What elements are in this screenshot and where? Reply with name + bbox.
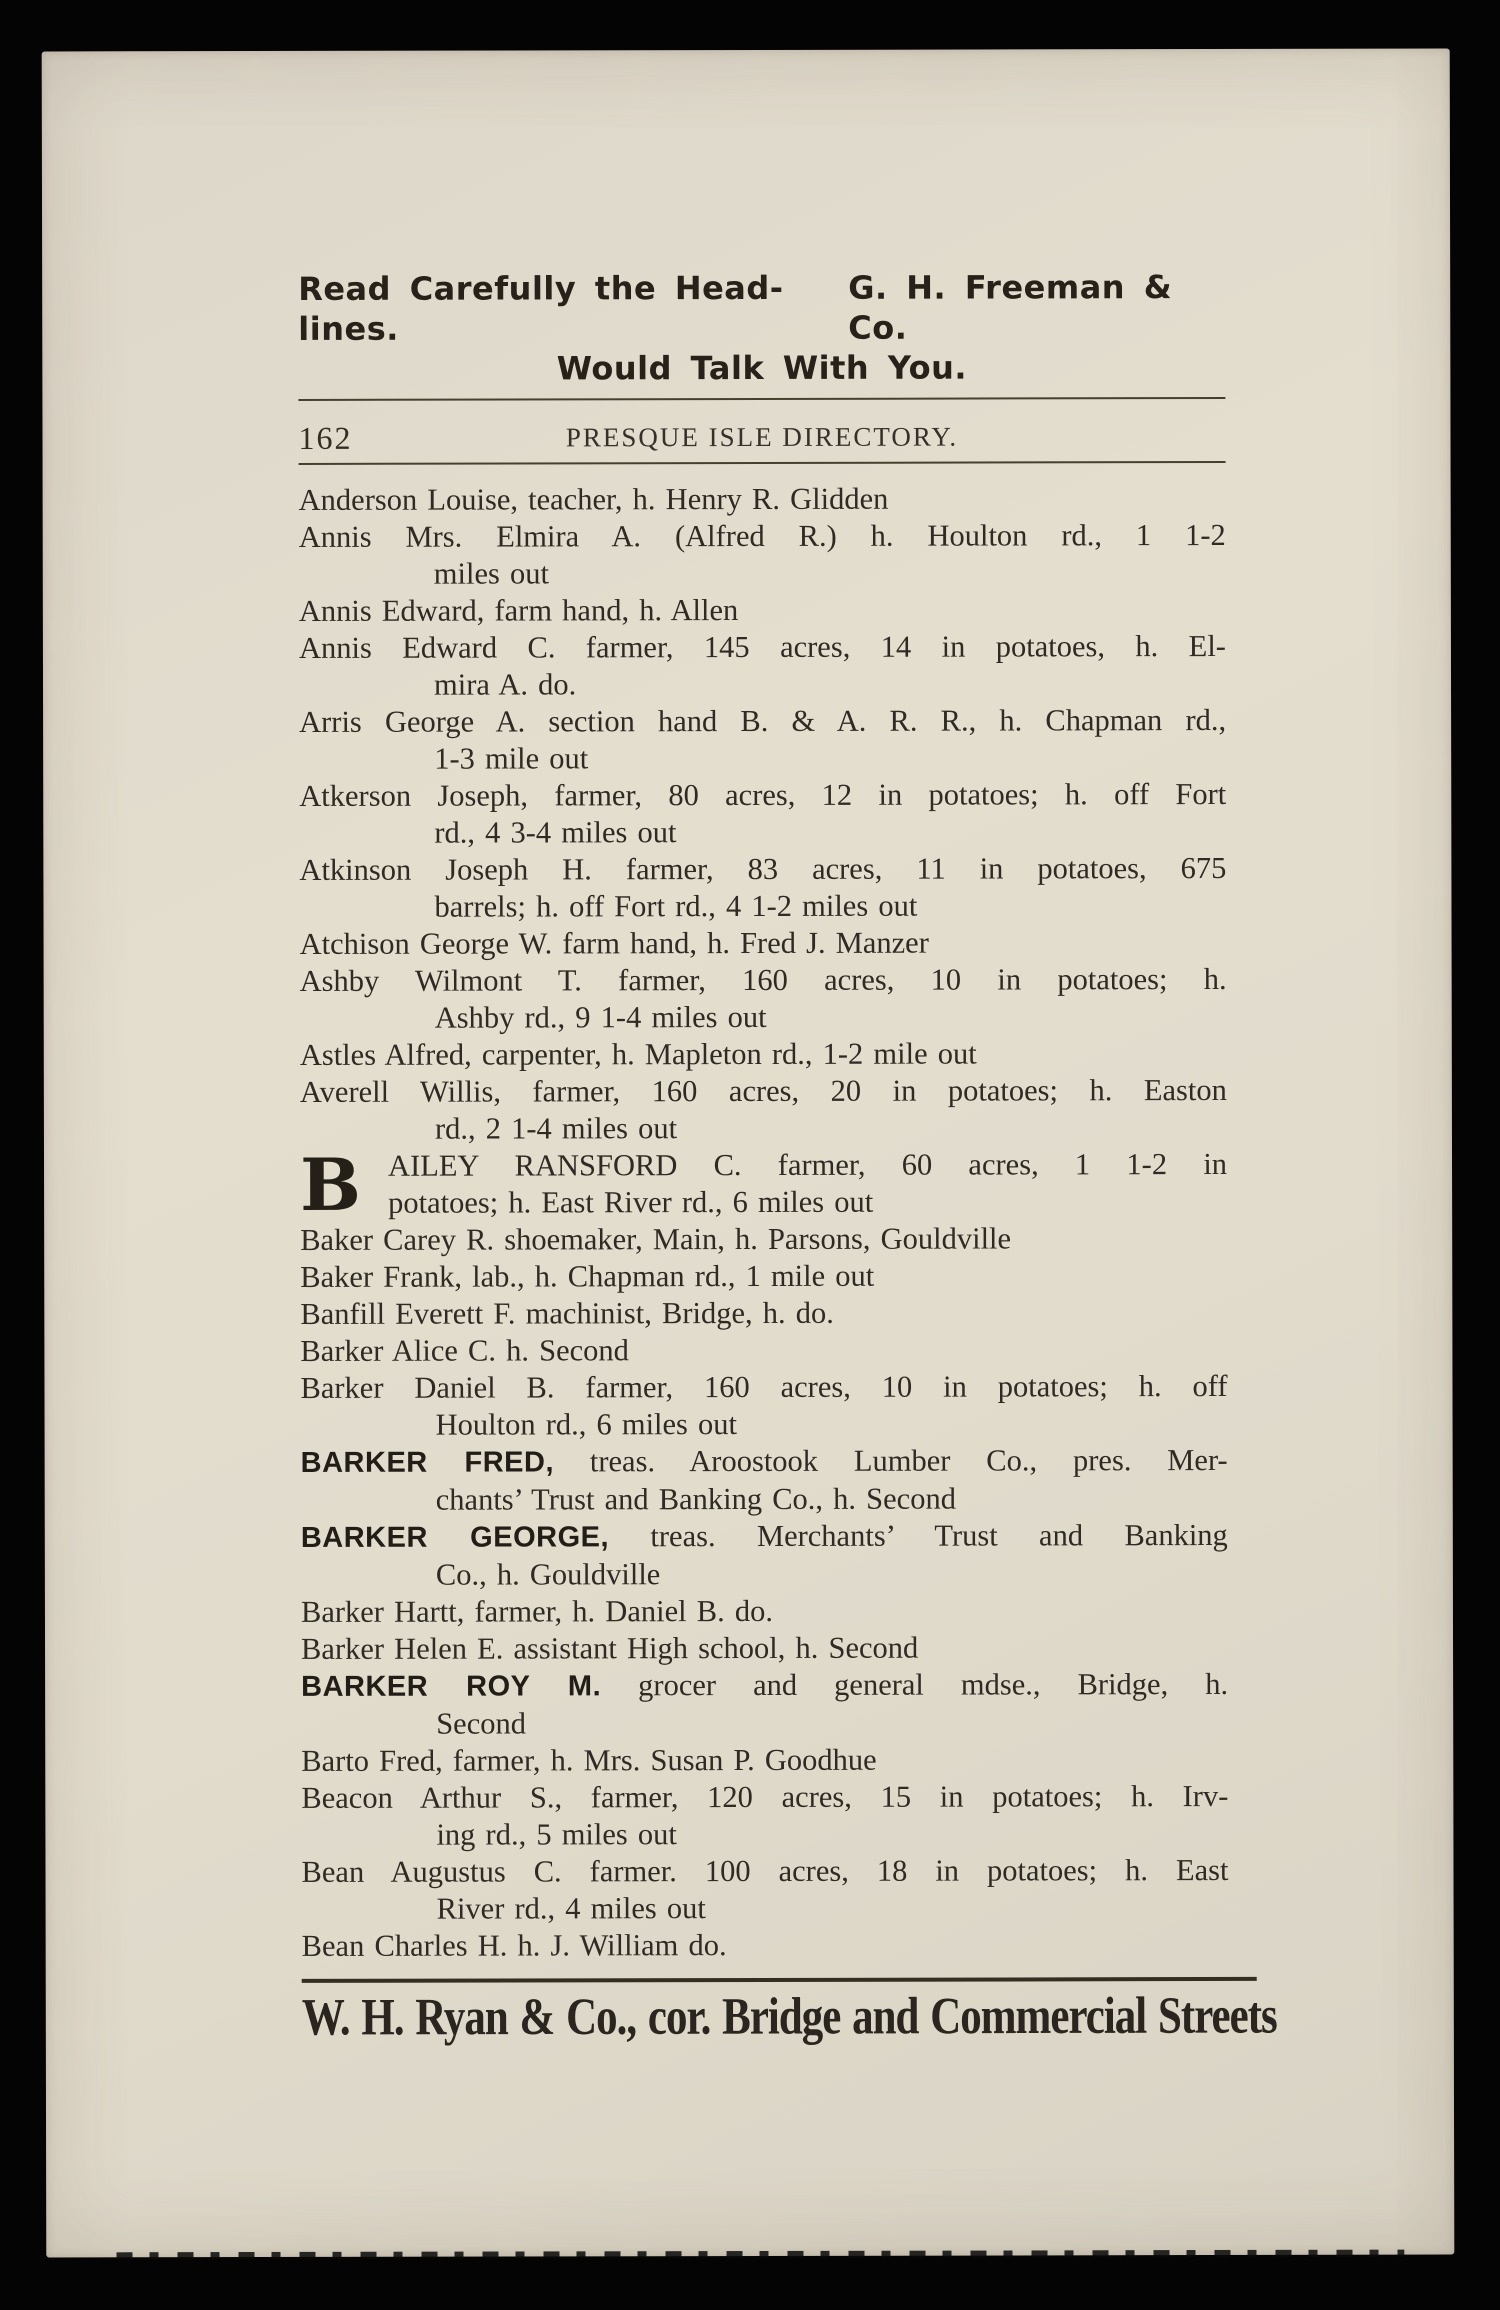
directory-entry — [301, 1517, 1228, 1594]
entry-line: mira A. do. — [433, 667, 577, 702]
directory-entry — [299, 1141, 1228, 1227]
entry-line: Astles Alfred, carpenter, h. Mapleton rd., 1-2 mile out — [299, 1036, 977, 1072]
footer-rule — [302, 1977, 1257, 1983]
directory-entries — [299, 480, 1229, 1965]
directory-entry — [299, 480, 1226, 519]
entry-line: Atkinson Joseph H. farmer, 83 acres, 11 in potatoes, 675 — [299, 850, 1227, 887]
ad-header-line-2: Would Talk With You. — [556, 348, 968, 388]
directory-entry — [300, 1368, 1227, 1444]
entry-line: Barker Alice C. h. Second — [300, 1333, 629, 1368]
entry-line: Annis Edward C. farmer, 145 acres, 14 in potatoes, h. El- — [298, 628, 1226, 665]
entry-line: Baker Frank, lab., h. Chapman rd., 1 mile out — [300, 1258, 875, 1294]
entry-line: potatoes; h. East River rd., 6 miles out — [388, 1184, 874, 1220]
entry-line: Ashby rd., 9 1-4 miles out — [434, 999, 767, 1035]
footer-ad — [301, 1987, 1277, 2048]
entry-line: rd., 4 3-4 miles out — [434, 815, 677, 850]
entry-line: Atchison George W. farm hand, h. Fred J. Manzer — [299, 925, 929, 961]
page-header — [298, 411, 1225, 463]
directory-entry — [301, 1741, 1228, 1780]
entry-line: Atkerson Joseph, farmer, 80 acres, 12 in potatoes; h. off Fort — [299, 776, 1227, 813]
entry-line: Annis Edward, farm hand, h. Allen — [298, 593, 739, 628]
entry-line: AILEY RANSFORD C. farmer, 60 acres, 1 1-2 in — [387, 1146, 1228, 1183]
footer-ad-text: W. H. Ryan & Co., cor. Bridge and Commercial Streets — [301, 1987, 1277, 2047]
entry-line: Banfill Everett F. machinist, Bridge, h. do. — [300, 1295, 834, 1331]
entry-bold-name: BARKER ROY M. — [301, 1670, 602, 1703]
directory-entry — [301, 1778, 1228, 1854]
directory-entry — [300, 1331, 1227, 1370]
entry-line: Arris George A. section hand B. & A. R. R., h. Chapman rd., — [299, 702, 1227, 739]
directory-entry — [299, 517, 1226, 593]
entry-line: miles out — [433, 556, 550, 591]
entry-line: Annis Mrs. Elmira A. (Alfred R.) h. Houlton rd., 1 1-2 — [298, 517, 1226, 554]
directory-entry — [302, 1926, 1229, 1965]
entry-line: Barto Fred, farmer, h. Mrs. Susan P. Goodhue — [301, 1742, 877, 1778]
directory-entry — [299, 776, 1226, 852]
directory-entry — [300, 1257, 1227, 1296]
header-rule-top — [298, 397, 1225, 401]
entry-line: Co., h. Gouldville — [435, 1557, 661, 1592]
entry-line: Barker Daniel B. farmer, 160 acres, 10 in potatoes; h. off — [300, 1368, 1228, 1405]
entry-bold-name: BARKER FRED, — [300, 1446, 555, 1479]
directory-entry — [301, 1852, 1228, 1928]
directory-entry — [299, 591, 1226, 630]
directory-entry — [300, 1072, 1227, 1148]
entry-line: BARKER FRED, treas. Aroostook Lumber Co., pres. Mer- — [300, 1442, 1228, 1479]
entry-line: Second — [436, 1706, 527, 1741]
entry-line: Baker Carey R. shoemaker, Main, h. Parsons, Gouldville — [300, 1221, 1012, 1257]
entry-line: Ashby Wilmont T. farmer, 160 acres, 10 in potatoes; h. — [299, 961, 1227, 998]
page-content — [42, 49, 1454, 2049]
page-number: 162 — [298, 419, 353, 456]
directory-entry — [300, 1035, 1227, 1074]
entry-line: Bean Augustus C. farmer. 100 acres, 18 in potatoes; h. East — [301, 1852, 1229, 1889]
entry-line: Barker Helen E. assistant High school, h. Second — [301, 1630, 919, 1666]
entry-line: rd., 2 1-4 miles out — [434, 1111, 678, 1146]
ad-header-line-1 — [298, 267, 1225, 349]
directory-entry — [300, 1220, 1227, 1259]
directory-entry — [299, 628, 1226, 704]
entry-line: BARKER GEORGE, treas. Merchants’ Trust and Banking — [300, 1517, 1228, 1554]
directory-entry — [301, 1666, 1228, 1743]
entry-line: 1-3 mile out — [434, 741, 589, 776]
entry-line: Anderson Louise, teacher, h. Henry R. Glidden — [298, 481, 889, 517]
directory-entry — [299, 702, 1226, 778]
directory-entry — [301, 1629, 1228, 1668]
page-paper — [42, 49, 1455, 2258]
entry-line: Averell Willis, farmer, 160 acres, 20 in potatoes; h. Easton — [299, 1072, 1227, 1109]
ad-header — [298, 267, 1225, 389]
directory-entry — [300, 924, 1227, 963]
directory-entry — [301, 1592, 1228, 1631]
entry-line: BARKER ROY M. grocer and general mdse., Bridge, h. — [301, 1666, 1229, 1703]
entry-line: Beacon Arthur S., farmer, 120 acres, 15 in potatoes; h. Irv- — [301, 1778, 1229, 1815]
ad-header-line-1-right: G. H. Freeman & Co. — [848, 268, 1173, 347]
directory-entry — [299, 850, 1226, 926]
entry-bold-name: BARKER GEORGE, — [300, 1521, 610, 1554]
entry-line: ing rd., 5 miles out — [436, 1817, 677, 1852]
directory-entry — [301, 1442, 1228, 1519]
entry-line: Barker Hartt, farmer, h. Daniel B. do. — [300, 1593, 773, 1629]
entry-line: River rd., 4 miles out — [436, 1891, 706, 1926]
drop-cap-letter: B — [299, 1141, 362, 1227]
ad-header-line-1-left: Read Carefully the Head-lines. — [298, 268, 784, 348]
directory-entry — [300, 1294, 1227, 1333]
directory-entry — [300, 961, 1227, 1037]
entry-line: chants’ Trust and Banking Co., h. Second — [435, 1481, 956, 1517]
entry-line: Bean Charles H. h. J. William do. — [301, 1928, 727, 1963]
entry-line: barrels; h. off Fort rd., 4 1-2 miles out — [434, 888, 918, 924]
entry-line: Houlton rd., 6 miles out — [435, 1407, 738, 1442]
directory-title: PRESQUE ISLE DIRECTORY. — [565, 421, 959, 453]
